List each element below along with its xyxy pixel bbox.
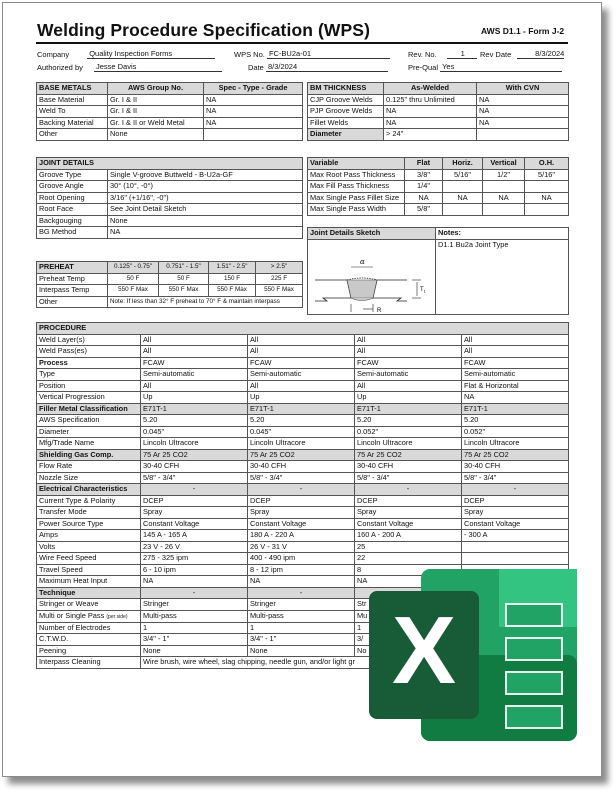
procedure-cell[interactable]: 30-40 CFH — [355, 461, 462, 473]
cell[interactable]: 1/4" — [405, 181, 443, 193]
procedure-cell[interactable]: NA — [141, 576, 248, 588]
procedure-cell[interactable]: 0.052" — [355, 426, 462, 438]
cell[interactable]: Gr. I & II or Weld Metal — [108, 117, 204, 129]
procedure-cell[interactable]: Multi-pass — [141, 610, 248, 622]
rev-date-row — [480, 49, 564, 59]
cell[interactable]: 0.125" thru Unlimited — [384, 94, 477, 106]
procedure-cell[interactable]: None — [248, 645, 355, 657]
row-label: Max Root Pass Thickness — [308, 169, 405, 181]
cell[interactable]: NA — [204, 106, 303, 118]
row-label: Root Opening — [37, 192, 108, 204]
cell[interactable]: 550 F Max — [209, 285, 256, 297]
procedure-cell[interactable]: FCAW — [248, 357, 355, 369]
prequal-label: Pre-Qual — [408, 63, 439, 72]
flat-header: Flat — [405, 158, 443, 170]
procedure-cell[interactable]: 22 — [355, 553, 462, 565]
cell[interactable] — [483, 181, 525, 193]
procedure-cell[interactable]: NA — [355, 576, 462, 588]
procedure-cell[interactable]: None — [141, 645, 248, 657]
interpass-cleaning-value[interactable]: Wire brush, wire wheel, slag chipping, needle gun, and/or light gr — [141, 657, 569, 669]
wps-no-value[interactable]: FC-BU2a-01 — [267, 49, 390, 59]
procedure-cell[interactable]: 3/4" - 1" — [141, 634, 248, 646]
cell[interactable]: NA — [477, 117, 569, 129]
right-plate — [373, 280, 407, 301]
procedure-cell[interactable]: All — [355, 334, 462, 346]
r-label: R — [377, 308, 382, 314]
procedure-cell[interactable]: FCAW — [141, 357, 248, 369]
procedure-cell[interactable]: 0.045" — [141, 426, 248, 438]
wps-no-label: WPS No. — [234, 50, 265, 59]
procedure-row — [37, 357, 569, 369]
cell[interactable]: 1/2" — [483, 169, 525, 181]
cell[interactable] — [477, 129, 569, 141]
procedure-row-label: C.T.W.D. — [37, 634, 141, 646]
procedure-cell[interactable]: 1 — [248, 622, 355, 634]
procedure-row — [37, 426, 569, 438]
procedure-row — [37, 518, 569, 530]
procedure-row-label: Maximum Heat Input — [37, 576, 141, 588]
procedure-cell[interactable]: Spray — [462, 507, 569, 519]
horiz-header: Horiz. — [443, 158, 483, 170]
procedure-row-label: Stringer or Weave — [37, 599, 141, 611]
preheat-table — [36, 261, 303, 308]
procedure-cell[interactable]: - — [141, 484, 248, 496]
procedure-cell[interactable]: 400 - 490 ipm — [248, 553, 355, 565]
procedure-cell[interactable]: 6 - 10 ipm — [141, 564, 248, 576]
procedure-cell[interactable]: Up — [141, 392, 248, 404]
procedure-cell[interactable]: 5.20 — [462, 415, 569, 427]
procedure-cell[interactable]: E71T-1 — [355, 403, 462, 415]
procedure-cell[interactable]: 23 V - 26 V — [141, 541, 248, 553]
procedure-cell[interactable]: Mu — [355, 610, 462, 622]
cell[interactable] — [443, 181, 483, 193]
procedure-row-label: Nozzle Size — [37, 472, 141, 484]
cell[interactable]: > 24" — [384, 129, 477, 141]
procedure-cell[interactable]: Semi-automatic — [462, 369, 569, 381]
cell[interactable]: 550 F Max — [108, 285, 159, 297]
procedure-row-label: Travel Speed — [37, 564, 141, 576]
procedure-row-label: Wire Feed Speed — [37, 553, 141, 565]
procedure-cell[interactable]: Str — [355, 599, 462, 611]
procedure-cell[interactable]: No — [355, 645, 462, 657]
rev-no-row — [408, 49, 477, 59]
procedure-cell[interactable]: Up — [248, 392, 355, 404]
procedure-cell[interactable]: Constant Voltage — [248, 518, 355, 530]
procedure-cell[interactable]: 5.20 — [248, 415, 355, 427]
procedure-cell[interactable]: Spray — [141, 507, 248, 519]
procedure-cell[interactable]: Lincoln Ultracore — [248, 438, 355, 450]
range-header: 0.751" - 1.5" — [159, 262, 209, 274]
procedure-cell[interactable]: Stringer — [248, 599, 355, 611]
procedure-cell[interactable]: 75 Ar 25 CO2 — [462, 449, 569, 461]
procedure-cell[interactable]: DCEP — [248, 495, 355, 507]
procedure-row-label: Flow Rate — [37, 461, 141, 473]
procedure-cell[interactable]: Semi-automatic — [248, 369, 355, 381]
procedure-row-label: Type — [37, 369, 141, 381]
rev-no-value[interactable]: 1 — [447, 49, 477, 59]
procedure-cell[interactable]: Constant Voltage — [355, 518, 462, 530]
row-label: Fillet Welds — [308, 117, 384, 129]
procedure-row-label: Number of Electrodes — [37, 622, 141, 634]
procedure-row — [37, 472, 569, 484]
cell[interactable]: 50 F — [159, 273, 209, 285]
procedure-cell[interactable]: 30-40 CFH — [141, 461, 248, 473]
spec-header: Spec - Type - Grade — [204, 83, 303, 95]
cell[interactable]: 150 F — [209, 273, 256, 285]
authorized-row — [37, 62, 222, 72]
procedure-cell[interactable]: NA — [462, 392, 569, 404]
procedure-cell[interactable]: Semi-automatic — [141, 369, 248, 381]
row-label: Other — [37, 296, 108, 308]
procedure-cell[interactable]: All — [141, 334, 248, 346]
procedure-cell[interactable]: 5.20 — [355, 415, 462, 427]
procedure-row-label: Filler Metal Classification — [37, 403, 141, 415]
procedure-cell[interactable]: 75 Ar 25 CO2 — [141, 449, 248, 461]
procedure-row-label-text: Multi or Single Pass — [39, 610, 105, 620]
procedure-cell[interactable]: 75 Ar 25 CO2 — [248, 449, 355, 461]
row-label: Max Fill Pass Thickness — [308, 181, 405, 193]
rev-date-label: Rev Date — [480, 50, 512, 59]
procedure-cell[interactable]: All — [248, 346, 355, 358]
procedure-cell[interactable]: 5/8" - 3/4" — [141, 472, 248, 484]
authorized-label: Authorized by — [37, 63, 83, 72]
procedure-row-label: Weld Layer(s) — [37, 334, 141, 346]
row-label: Max Single Pass Fillet Size — [308, 192, 405, 204]
procedure-cell[interactable]: 8 — [355, 564, 462, 576]
procedure-cell[interactable]: Spray — [248, 507, 355, 519]
procedure-cell[interactable]: 75 Ar 25 CO2 — [355, 449, 462, 461]
excel-logo-icon — [369, 555, 577, 755]
cell[interactable]: NA — [483, 192, 525, 204]
procedure-cell[interactable]: 5.20 — [141, 415, 248, 427]
cell[interactable]: 3/16" (+1/16", -0") — [108, 192, 303, 204]
cell[interactable]: 5/16" — [525, 169, 569, 181]
procedure-cell[interactable]: NA — [248, 576, 355, 588]
procedure-cell[interactable]: DCEP — [355, 495, 462, 507]
procedure-cell[interactable]: - — [462, 484, 569, 496]
procedure-row-label: Volts — [37, 541, 141, 553]
procedure-row — [37, 438, 569, 450]
procedure-cell[interactable]: 30-40 CFH — [248, 461, 355, 473]
procedure-row-label: Power Source Type — [37, 518, 141, 530]
cell[interactable] — [443, 204, 483, 216]
variable-header: Variable — [308, 158, 405, 170]
prequal-value[interactable]: Yes — [440, 62, 562, 72]
range-header: > 2.5" — [256, 262, 303, 274]
procedure-cell[interactable]: 275 - 325 ipm — [141, 553, 248, 565]
procedure-row — [37, 346, 569, 358]
procedure-cell[interactable]: Lincoln Ultracore — [462, 438, 569, 450]
row-label: Backgouging — [37, 215, 108, 227]
procedure-row-label: Technique — [37, 587, 141, 599]
procedure-cell[interactable]: 30-40 CFH — [462, 461, 569, 473]
cell[interactable]: 225 F — [256, 273, 303, 285]
procedure-row-sublabel: (per side) — [106, 613, 128, 620]
procedure-cell[interactable]: Lincoln Ultracore — [355, 438, 462, 450]
cell[interactable]: None — [108, 129, 204, 141]
date-row — [248, 62, 388, 72]
cell[interactable] — [204, 129, 303, 141]
procedure-cell[interactable]: 5/8" - 3/4" — [462, 472, 569, 484]
cell[interactable]: 3/8" — [405, 169, 443, 181]
procedure-cell[interactable]: E71T-1 — [248, 403, 355, 415]
bm-thickness-table — [307, 82, 569, 141]
procedure-row-label: Diameter — [37, 426, 141, 438]
prequal-row — [408, 62, 562, 72]
procedure-cell[interactable]: All — [355, 346, 462, 358]
cell[interactable]: See Joint Detail Sketch — [108, 204, 303, 216]
row-label: CJP Groove Welds — [308, 94, 384, 106]
cell[interactable]: NA — [443, 192, 483, 204]
procedure-cell[interactable]: Constant Voltage — [462, 518, 569, 530]
wps-form-page — [2, 2, 602, 777]
row-label: Base Material — [37, 94, 108, 106]
row-label: Diameter — [308, 129, 384, 141]
procedure-cell[interactable]: 5/8" - 3/4" — [248, 472, 355, 484]
procedure-row — [37, 392, 569, 404]
title-rule — [36, 42, 568, 44]
row-label: Root Face — [37, 204, 108, 216]
row-label: PJP Groove Welds — [308, 106, 384, 118]
cell[interactable] — [483, 204, 525, 216]
procedure-row — [37, 507, 569, 519]
procedure-row — [37, 530, 569, 542]
procedure-cell[interactable]: 3/ — [355, 634, 462, 646]
procedure-cell[interactable]: FCAW — [462, 357, 569, 369]
procedure-row — [37, 369, 569, 381]
as-welded-header: As-Welded — [384, 83, 477, 95]
cell[interactable]: 5/16" — [443, 169, 483, 181]
cell[interactable]: NA — [204, 94, 303, 106]
excel-x-letter: X — [391, 597, 457, 704]
procedure-row — [37, 541, 569, 553]
procedure-cell[interactable]: All — [248, 334, 355, 346]
procedure-row-label: Electrical Characteristics — [37, 484, 141, 496]
cell[interactable]: Gr. I & II — [108, 106, 204, 118]
company-value[interactable]: Quality Inspection Forms — [87, 49, 215, 59]
form-id: AWS D1.1 - Form J-2 — [481, 26, 565, 36]
date-value[interactable]: 8/3/2024 — [266, 62, 388, 72]
procedure-cell[interactable]: - — [141, 587, 248, 599]
procedure-row-label: Transfer Mode — [37, 507, 141, 519]
procedure-row — [37, 380, 569, 392]
procedure-row-label: Process — [37, 357, 141, 369]
procedure-row — [37, 495, 569, 507]
procedure-cell[interactable]: All — [462, 334, 569, 346]
page-title: Welding Procedure Specification (WPS) — [37, 20, 371, 40]
date-label: Date — [248, 63, 264, 72]
t1-label: $T_1$ — [420, 287, 426, 294]
weld-bead — [347, 280, 377, 298]
procedure-cell[interactable]: 1 — [355, 622, 462, 634]
preheat-header: PREHEAT — [37, 262, 108, 274]
procedure-row-label: Current Type & Polarity — [37, 495, 141, 507]
procedure-header: PROCEDURE — [37, 323, 569, 335]
row-label: Backing Material — [37, 117, 108, 129]
procedure-row-label: Position — [37, 380, 141, 392]
rev-date-value[interactable]: 8/3/2024 — [517, 49, 564, 59]
aws-group-header: AWS Group No. — [108, 83, 204, 95]
joint-details-table — [36, 157, 303, 239]
cell[interactable]: 50 F — [108, 273, 159, 285]
notes-label: Notes: — [436, 228, 569, 240]
joint-details-header: JOINT DETAILS — [37, 158, 303, 170]
procedure-cell[interactable]: 145 A - 165 A — [141, 530, 248, 542]
procedure-cell[interactable]: 0.052" — [462, 426, 569, 438]
base-metals-table — [36, 82, 303, 141]
base-metals-header: BASE METALS — [37, 83, 108, 95]
bm-thickness-header: BM THICKNESS — [308, 83, 384, 95]
row-label: Weld To — [37, 106, 108, 118]
procedure-cell[interactable]: Spray — [355, 507, 462, 519]
procedure-row — [37, 415, 569, 427]
procedure-cell[interactable]: Flat & Horizontal — [462, 380, 569, 392]
row-label: Groove Type — [37, 169, 108, 181]
procedure-cell[interactable]: Semi-automatic — [355, 369, 462, 381]
procedure-cell[interactable]: 5/8" - 3/4" — [355, 472, 462, 484]
cell[interactable]: NA — [477, 106, 569, 118]
company-row — [37, 49, 215, 59]
procedure-cell[interactable]: E71T-1 — [141, 403, 248, 415]
procedure-cell[interactable]: FCAW — [355, 357, 462, 369]
procedure-row — [37, 484, 569, 496]
procedure-row-label: Shielding Gas Comp. — [37, 449, 141, 461]
procedure-row-label: Weld Pass(es) — [37, 346, 141, 358]
procedure-cell[interactable]: - 300 A — [462, 530, 569, 542]
cell[interactable] — [525, 181, 569, 193]
procedure-row-label — [37, 610, 141, 622]
row-label: Other — [37, 129, 108, 141]
procedure-cell[interactable]: Lincoln Ultracore — [141, 438, 248, 450]
row-label: Groove Angle — [37, 181, 108, 193]
procedure-cell[interactable]: DCEP — [462, 495, 569, 507]
procedure-cell[interactable]: 0.045" — [248, 426, 355, 438]
procedure-cell[interactable]: 160 A - 200 A — [355, 530, 462, 542]
authorized-value[interactable]: Jesse Davis — [94, 62, 222, 72]
procedure-row-label: Amps — [37, 530, 141, 542]
joint-sketch — [307, 240, 435, 316]
rev-no-label: Rev. No. — [408, 50, 437, 59]
procedure-row — [37, 403, 569, 415]
procedure-row-label: Peening — [37, 645, 141, 657]
left-plate — [315, 280, 351, 301]
cell[interactable]: Gr. I & II — [108, 94, 204, 106]
cell[interactable]: NA — [384, 117, 477, 129]
procedure-cell[interactable]: 8 - 12 ipm — [248, 564, 355, 576]
procedure-row-label: Mfg/Trade Name — [37, 438, 141, 450]
range-header: 0.125" - 0.75" — [108, 262, 159, 274]
variables-table — [307, 157, 569, 216]
procedure-cell[interactable]: - — [248, 587, 355, 599]
cell[interactable]: NA — [477, 94, 569, 106]
company-label: Company — [37, 50, 70, 59]
procedure-cell[interactable]: 1 — [141, 622, 248, 634]
procedure-cell[interactable]: All — [462, 346, 569, 358]
cell[interactable]: 550 F Max — [159, 285, 209, 297]
procedure-cell[interactable]: E71T-1 — [462, 403, 569, 415]
cell[interactable]: 30° (10°, -0°) — [108, 181, 303, 193]
wps-no-row — [234, 49, 390, 59]
cell[interactable]: 550 F Max — [256, 285, 303, 297]
procedure-row — [37, 461, 569, 473]
row-label: Preheat Temp — [37, 273, 108, 285]
oh-header: O.H. — [525, 158, 569, 170]
procedure-row-label: Vertical Progression — [37, 392, 141, 404]
sketch-label: Joint Details Sketch — [308, 228, 436, 240]
procedure-cell[interactable]: 25 — [355, 541, 462, 553]
procedure-cell[interactable]: DCEP — [141, 495, 248, 507]
row-label: Max Single Pass Width — [308, 204, 405, 216]
cell[interactable]: None — [108, 215, 303, 227]
procedure-cell[interactable]: All — [355, 380, 462, 392]
cell[interactable]: NA — [525, 192, 569, 204]
procedure-row — [37, 334, 569, 346]
cell[interactable] — [525, 204, 569, 216]
procedure-cell[interactable] — [462, 541, 569, 553]
procedure-cell[interactable]: - — [355, 484, 462, 496]
interpass-cleaning-label: Interpass Cleaning — [37, 657, 141, 669]
procedure-cell[interactable]: 3/4" - 1" — [248, 634, 355, 646]
procedure-row — [37, 449, 569, 461]
procedure-cell[interactable]: Stringer — [141, 599, 248, 611]
procedure-row-label: AWS Specification — [37, 415, 141, 427]
procedure-cell[interactable]: All — [141, 380, 248, 392]
cell[interactable]: NA — [204, 117, 303, 129]
procedure-cell[interactable]: 26 V - 31 V — [248, 541, 355, 553]
other-note[interactable]: Note: If less than 32° F preheat to 70° F & maintain interpass — [108, 296, 303, 308]
alpha-label: α — [360, 258, 365, 266]
with-cvn-header: With CVN — [477, 83, 569, 95]
procedure-cell[interactable]: 180 A - 220 A — [248, 530, 355, 542]
procedure-cell[interactable]: - — [248, 484, 355, 496]
row-label: BG Method — [37, 227, 108, 239]
procedure-cell[interactable]: All — [248, 380, 355, 392]
procedure-cell[interactable]: Constant Voltage — [141, 518, 248, 530]
cell[interactable]: 5/8" — [405, 204, 443, 216]
row-label: Interpass Temp — [37, 285, 108, 297]
vertical-header: Vertical — [483, 158, 525, 170]
procedure-cell[interactable]: Multi-pass — [248, 610, 355, 622]
range-header: 1.51" - 2.5" — [209, 262, 256, 274]
cell[interactable]: NA — [384, 106, 477, 118]
cell[interactable]: Single V-groove Buttweld - B-U2a-GF — [108, 169, 303, 181]
notes-cell[interactable]: D1.1 Bu2a Joint Type — [436, 239, 569, 314]
procedure-cell[interactable]: All — [141, 346, 248, 358]
procedure-cell[interactable]: Up — [355, 392, 462, 404]
cell[interactable]: NA — [405, 192, 443, 204]
cell[interactable]: NA — [108, 227, 303, 239]
